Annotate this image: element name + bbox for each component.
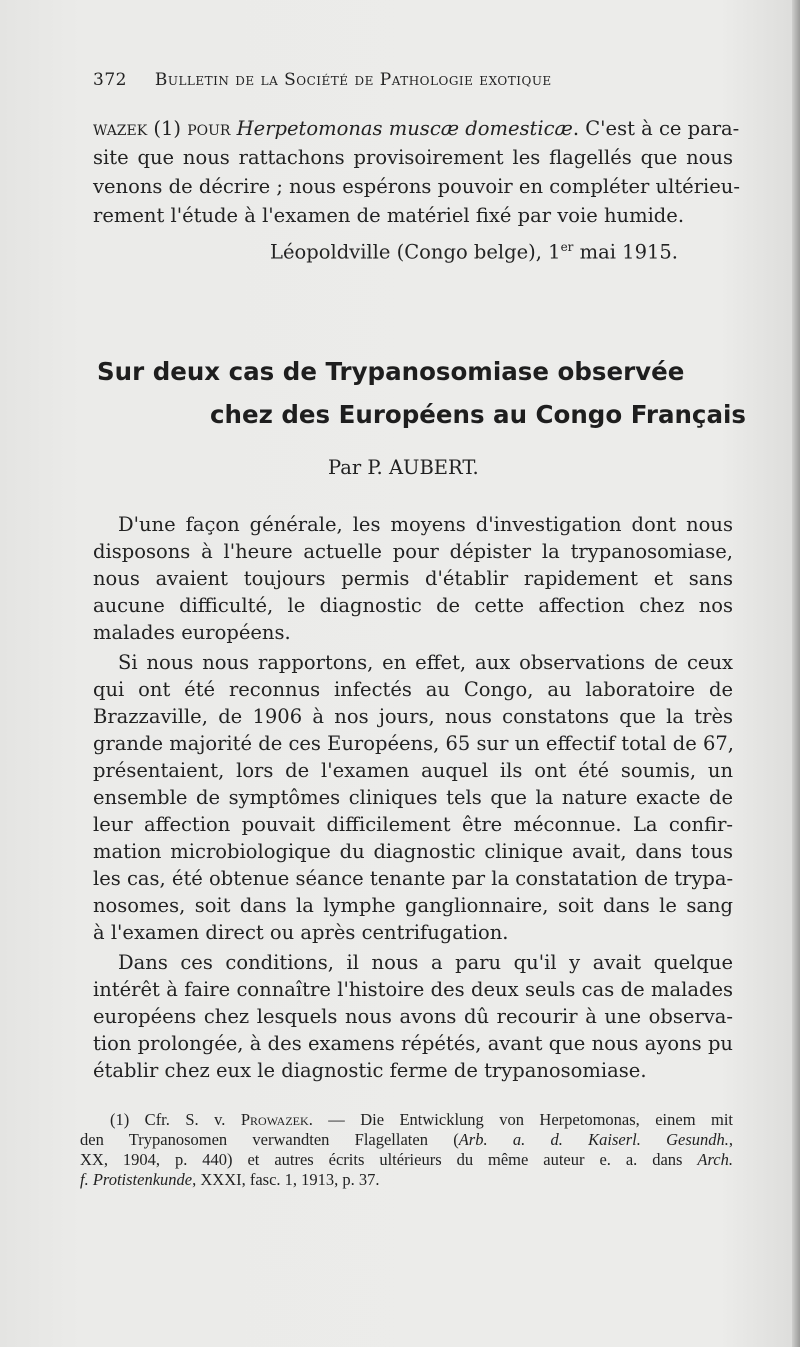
footnote-italic: Arb. a. d. Kaiserl. Gesundh. <box>458 1130 729 1149</box>
footnote-line-4 <box>80 1170 733 1190</box>
intro-italic: Herpetomonas muscæ domesticæ <box>236 117 573 140</box>
page-number: 372 <box>93 70 127 90</box>
body-line: à l'examen direct ou après centrifugation. <box>93 921 509 944</box>
body-line: les cas, été obtenue séance tenante par la constatation de trypa- <box>93 867 734 890</box>
intro-line-3: venons de décrire ; nous espérons pouvoir en compléter ultérieu- <box>93 175 740 198</box>
intro-line-2: site que nous rattachons provisoirement les flagellés que nous <box>93 146 733 169</box>
article-title-line-1: Sur deux cas de Trypanosomiase observée <box>97 357 685 386</box>
body-line: grande majorité de ces Européens, 65 sur un effectif total de 67, <box>93 732 734 755</box>
body-line: établir chez eux le diagnostic ferme de trypanosomiase. <box>93 1059 647 1082</box>
article-title-line-2: chez des Européens au Congo Français <box>210 400 746 429</box>
intro-line-1 <box>93 116 740 142</box>
footnote-text: , XXXI, fasc. 1, 1913, p. 37. <box>192 1170 380 1189</box>
running-header <box>93 70 552 90</box>
footnote-text: XX, 1904, p. 440) et autres écrits ultérieurs du même auteur e. a. dans <box>80 1150 698 1169</box>
body-line: aucune difficulté, le diagnostic de cette affection chez nos <box>93 594 733 617</box>
body-line: disposons à l'heure actuelle pour dépister la trypanosomiase, <box>93 540 733 563</box>
footnote-text: den Trypanosomen verwandten Flagellaten ( <box>80 1130 459 1149</box>
footnote-text: . — Die Entwicklung von Herpetomonas, einem mit <box>308 1110 733 1129</box>
body-line: nous avaient toujours permis d'établir rapidement et sans <box>93 567 733 590</box>
intro-text: wazek (1) pour <box>93 117 237 140</box>
page-edge <box>792 0 800 1347</box>
body-line: Dans ces conditions, il nous a paru qu'il y avait quelque <box>118 951 733 974</box>
signature <box>270 240 678 264</box>
body-line: nosomes, soit dans la lymphe ganglionnaire, soit dans le sang <box>93 894 733 917</box>
footnote-line-1 <box>110 1110 733 1130</box>
body-line: qui ont été reconnus infectés au Congo, au laboratoire de <box>93 678 733 701</box>
intro-text: . C'est à ce para- <box>572 117 740 140</box>
body-line: européens chez lesquels nous avons dû recourir à une observa- <box>93 1005 733 1028</box>
footnote-text: (1) Cfr. S. v. <box>110 1110 241 1129</box>
article-author: Par P. AUBERT. <box>328 456 479 479</box>
body-line: ensemble de symptômes cliniques tels que la nature exacte de <box>93 786 733 809</box>
footnote-line-3 <box>80 1150 733 1170</box>
body-line: présentaient, lors de l'examen auquel ils ont été soumis, un <box>93 759 733 782</box>
footnote-line-2 <box>80 1130 733 1150</box>
body-line: leur affection pouvait difficilement être méconnue. La confir- <box>93 813 733 836</box>
body-line: intérêt à faire connaître l'histoire des deux seuls cas de malades <box>93 978 733 1001</box>
signature-sup: er <box>560 240 574 254</box>
intro-line-4: rement l'étude à l'examen de matériel fixé par voie humide. <box>93 204 685 227</box>
body-line: D'une façon générale, les moyens d'investigation dont nous <box>118 513 733 536</box>
body-line: Brazzaville, de 1906 à nos jours, nous constatons que la très <box>93 705 733 728</box>
footnote-author: Prowazek <box>240 1110 309 1129</box>
body-line: mation microbiologique du diagnostic clinique avait, dans tous <box>93 840 733 863</box>
footnote-italic: f. Protistenkunde <box>80 1170 193 1189</box>
body-line: tion prolongée, à des examens répétés, avant que nous ayons pu <box>93 1032 733 1055</box>
signature-place: Léopoldville (Congo belge), 1 <box>270 240 561 264</box>
body-line: malades européens. <box>93 621 291 644</box>
footnote-italic: Arch. <box>697 1150 733 1169</box>
footnote-text: , <box>728 1130 733 1149</box>
signature-date: mai 1915. <box>573 240 678 264</box>
body-line: Si nous nous rapportons, en effet, aux observations de ceux <box>118 651 733 674</box>
running-title: Bulletin de la Société de Pathologie exotique <box>154 70 552 90</box>
